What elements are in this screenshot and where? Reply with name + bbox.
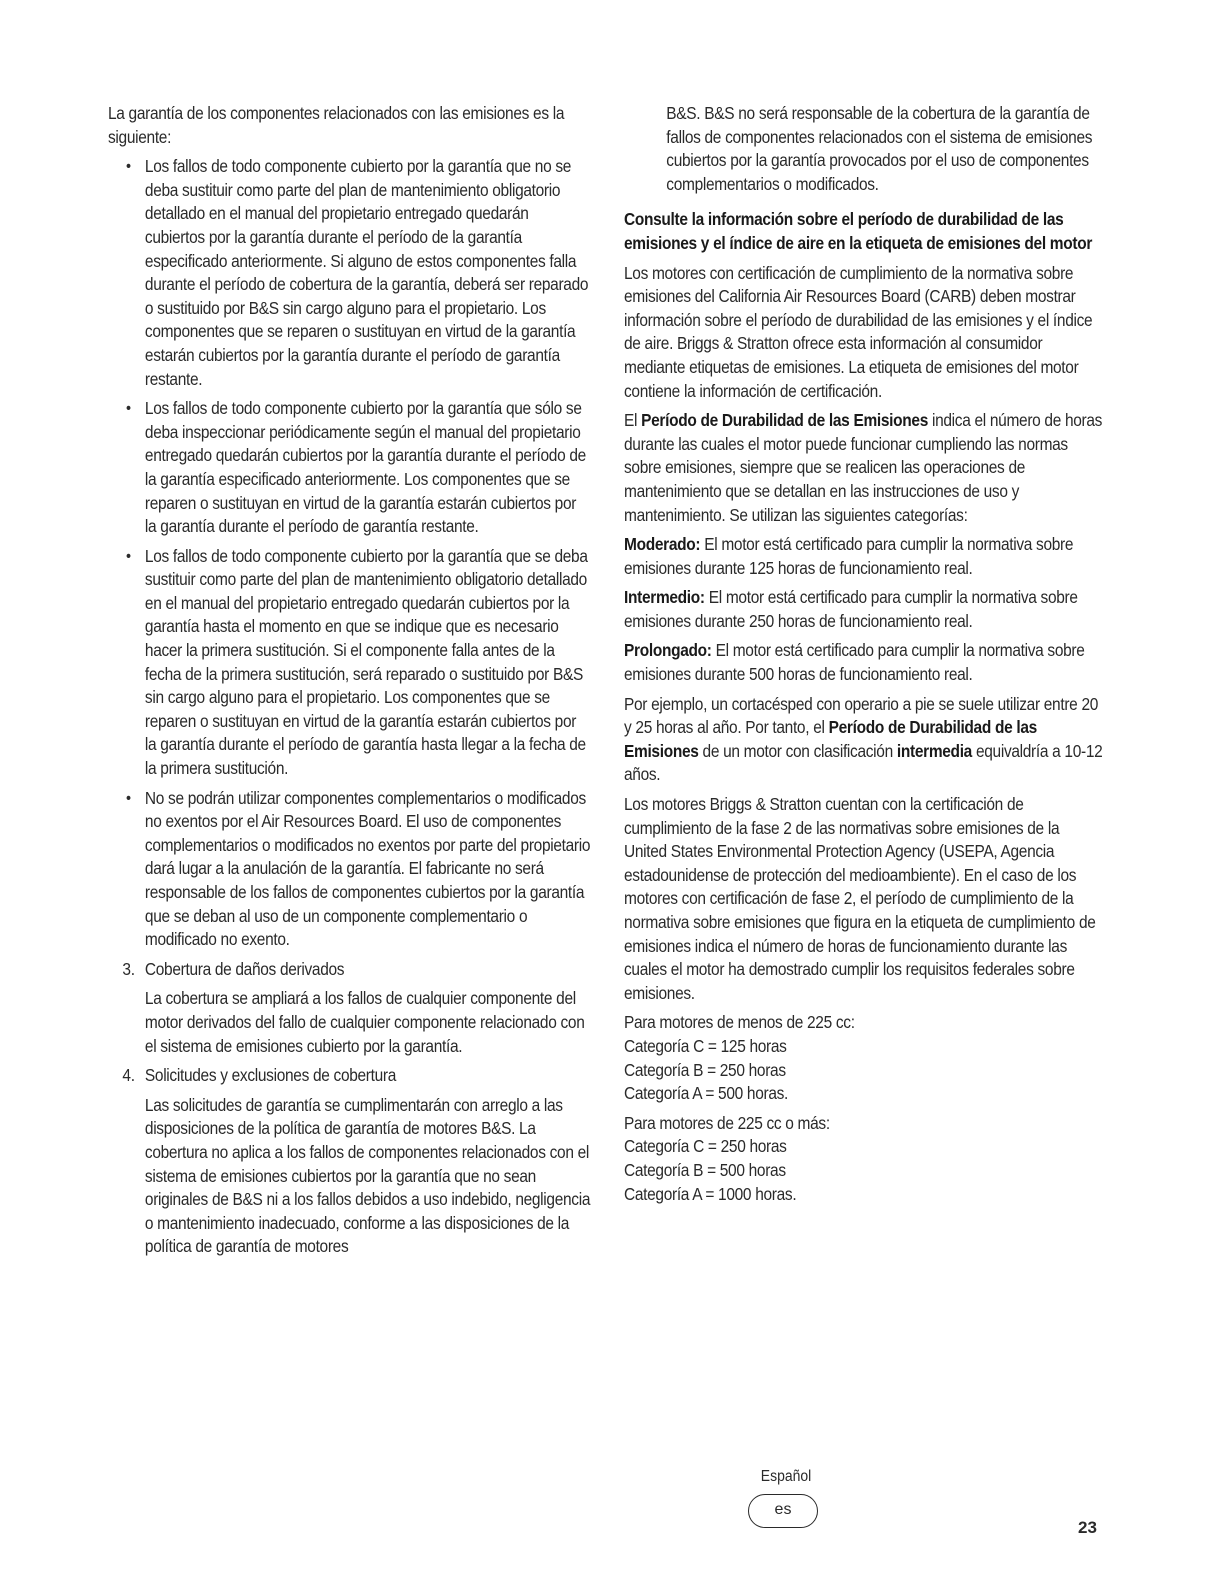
left-column [108,102,591,1265]
right-column [624,102,1106,1212]
item-number: 3. [122,958,135,979]
list-line: Categoría A = 500 horas. [624,1083,789,1104]
category-text: El motor está certificado para cumplir la normativa sobre emisiones durante 125 horas de funcionamiento real. [624,534,1074,578]
under-225cc-list [624,1011,1106,1105]
category-moderado [624,533,1106,580]
durability-paragraph [624,409,1106,527]
carb-paragraph: Los motores con certificación de cumplimiento de la normativa sobre emisiones del California Air Resources Board (CARB) deben mostrar información sobre el período de durabilidad de las emisiones y el índice de aire. Briggs & Stratton ofrece esta información al consumidor mediante etiquetas de emisiones. La etiqueta de emisiones del motor contiene la información de certificación. [624,262,1093,401]
category-text: El motor está certificado para cumplir la normativa sobre emisiones durante 500 horas de funcionamiento real. [624,640,1085,685]
item-4-text: Las solicitudes de garantía se cumplimentarán con arreglo a las disposiciones de la política de garantía de motores B&S. La cobertura no aplica a los fallos de componentes relacionados con el sistema de emisiones cubiertos por la garantía que no sean originales de B&S ni a los fallos debidos a uso indebido, negligencia o mantenimiento inadecuado, conforme a las disposiciones de la política de garantía de motores [144,1094,591,1257]
category-intermedio [624,586,1106,633]
list-line: Para motores de 225 cc o más: [624,1112,830,1133]
item-3-text: La cobertura se ampliará a los fallos de cualquier componente del motor derivados del fallo de cualquier componente relacionado con el sistema de emisiones cubierto por la garantía. [144,988,585,1056]
list-line: Categoría B = 250 horas [624,1059,786,1080]
list-line: Categoría C = 250 horas [624,1136,787,1157]
footer-language: Español [760,1468,812,1485]
bullet-item: • No se podrán utilizar componentes complementarios o modificados no exentos por el Air Resources Board. El uso de componentes complementarios o modificados no exentos por parte del propietario dará lugar a la anulación de la garantía. El fabricante no será responsable de los fallos de componentes cubiertos por la garantía que se deban al uso de un componente complementario o modificado no exento. [126,787,591,952]
list-line: Para motores de menos de 225 cc: [624,1012,855,1033]
category-text: El motor está certificado para cumplir la normativa sobre emisiones durante 250 horas de funcionamiento real. [624,587,1078,631]
list-line: Categoría C = 125 horas [624,1035,787,1056]
continuation-paragraph: B&S. B&S no será responsable de la cobertura de la garantía de fallos de componentes relacionados con el sistema de emisiones cubiertos por la garantía provocados por el uso de componentes complementarios o modificados. [666,103,1093,194]
numbered-item-3 [108,958,591,982]
over-225cc-list [624,1112,1106,1206]
category-label: Prolongado: [624,640,712,661]
category-label: Intermedio: [624,587,705,608]
item-number: 4. [122,1065,135,1086]
bold-term: Período de Durabilidad de las Emisiones [624,717,1037,761]
text-run: Por ejemplo, un cortacésped con operario a pie se suele utilizar entre 20 y 25 horas al año. Por tanto, el [624,693,1099,738]
page-number: 23 [1078,1518,1097,1537]
example-paragraph [624,693,1106,787]
item-title: Cobertura de daños derivados [144,958,345,979]
bullet-item: • Los fallos de todo componente cubierto por la garantía que no se deba sustituir como parte del plan de mantenimiento obligatorio detallado en el manual del propietario entregado quedarán cubiertos por la garantía durante el período de la garantía especificado anteriormente. Si alguno de estos componentes falla durante el período de cobertura de la garantía, deberá ser reparado o sustituido por B&S sin cargo alguno para el propietario. Los componentes que se reparen o sustituyan en virtud de la garantía estarán cubiertos por la garantía durante el período de garantía restante. [126,155,591,391]
bold-term: intermedia [896,740,972,761]
intro-paragraph: La garantía de los componentes relacionados con las emisiones es la siguiente: [108,103,565,147]
text-run: indica el número de horas durante las cuales el motor puede funcionar cumpliendo las normas sobre emisiones, siempre que se realicen las operaciones de mantenimiento que se detallan en las instrucciones de uso y mantenimiento. Se utilizan las siguientes categorías: [624,410,1103,525]
item-title: Solicitudes y exclusiones de cobertura [144,1065,397,1086]
bullet-item: • Los fallos de todo componente cubierto por la garantía que sólo se deba inspeccionar periódicamente según el manual del propietario entregado quedarán cubiertos por la garantía durante el período de la garantía especificado anteriormente. Los componentes que se reparen o sustituyan en virtud de la garantía estarán cubiertos por la garantía durante el período de garantía restante. [126,397,591,539]
list-line: Categoría A = 1000 horas. [624,1183,797,1204]
text-run: de un motor con clasificación [702,740,893,761]
category-label: Moderado: [624,534,701,555]
bold-term: Período de Durabilidad de las Emisiones [641,410,928,431]
numbered-item-4 [108,1064,591,1088]
text-run: El [624,410,638,431]
usepa-paragraph: Los motores Briggs & Stratton cuentan con la certificación de cumplimiento de la fase 2 de las normativas sobre emisiones de la United States Environmental Protection Agency (USEPA, Agencia estadounidense de protección del medioambiente). En el caso de los motores con certificación de fase 2, el período de cumplimiento de la normativa sobre emisiones que figura en la etiqueta de cumplimiento de emisiones indica el número de horas de funcionamiento durante las cuales el motor ha demostrado cumplir los requisitos federales sobre emisiones. [624,794,1096,1003]
category-prolongado [624,639,1106,686]
list-line: Categoría B = 500 horas [624,1159,786,1180]
language-badge: es [748,1494,818,1528]
section-heading: Consulte la información sobre el período de durabilidad de las emisiones y el índice de aire en la etiqueta de emisiones del motor [624,209,1093,253]
text-run: equivaldría a 10-12 años. [624,740,1103,785]
bullet-item: • Los fallos de todo componente cubierto por la garantía que se deba sustituir como parte del plan de mantenimiento obligatorio detallado en el manual del propietario entregado quedarán cubiertos por la garantía hasta el momento en que se indique que es necesario hacer la primera sustitución. Si el componente falla antes de la fecha de la primera sustitución, será reparado o sustituido por B&S sin cargo alguno para el propietario. Los componentes que se reparen o sustituyan en virtud de la garantía estarán cubiertos por la garantía durante el período de garantía hasta llegar a la fecha de la primera sustitución. [126,545,591,781]
coverage-bullet-list [108,155,591,952]
